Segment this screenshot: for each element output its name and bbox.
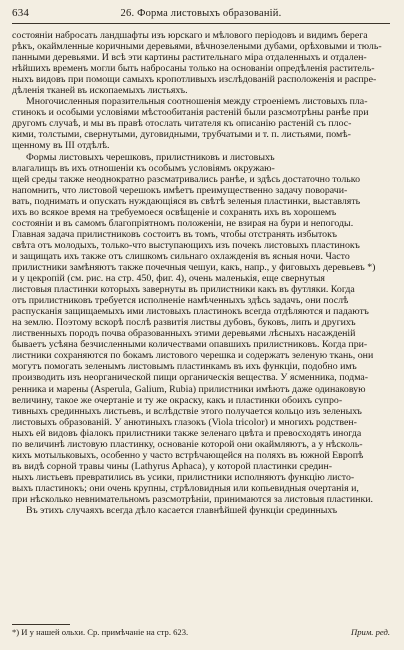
text-line: выхъ пластинокъ; они очень крупны, стрѣловидныя или копьевидныя очертанія и, — [12, 482, 359, 494]
text-line: и защищать ихъ также отъ слишкомъ сильнаго охлажденія въ ясныя ночи. Часто — [12, 250, 350, 262]
text-line: рѣкъ, окаймленные коричными деревьями, вѣчнозелеными дубами, орѣховыми и тюль- — [12, 41, 382, 53]
text-line: листовыхъ образованій. У анютиныхъ глазокъ (Viola tricolor) и многихъ родствен- — [12, 416, 357, 428]
text-line: ихъ во всякое время на требуемоеся освѣщеніе и сохранять ихъ въ хорошемъ — [12, 206, 337, 218]
paragraph-start: Формы листовыхъ черешковъ, прилистниковъ и листовыхъ — [26, 151, 275, 163]
footnote-signature: Прим. ред. — [351, 627, 390, 637]
footnote-text: *) И у нашей ольхи. Ср. примѣчаніе на стр. 623. — [12, 627, 189, 637]
text-line: кихъ мотыльковыхъ, особенно у часто встрѣчающейся на поляхъ въ южной Европѣ — [12, 449, 364, 461]
text-line: листовыя пластинки которыхъ завернуты въ прилистники какъ въ футляки. Когда — [12, 284, 355, 296]
text-line: щенному въ III отдѣлѣ. — [12, 140, 110, 152]
text-line: величину, такое же очертаніе и ту же окраску, какъ и пластинки обоихъ супро- — [12, 394, 343, 406]
text-line: состояніи и въ самомъ благопріятномъ положеніи, не взирая на бури и непогоды. — [12, 217, 354, 229]
text-line: бываетъ усѣяна безчисленными количествами опавшихъ прилистниковъ. Когда при- — [12, 339, 368, 351]
text-line: лиственныхъ породъ почва образованныхъ этими деревьями лѣсныхъ насажденій — [12, 328, 356, 340]
text-line: Главная задача прилистниковъ состоитъ въ томъ, чтобы отстранять избытокъ — [12, 228, 337, 240]
text-line: производить изъ неорганической пищи органическія вещества. У ясменника, подма- — [12, 372, 369, 384]
text-line: состояніи набросать ландшафты изъ юрскаго и мѣлового періодовъ и видимъ берега — [12, 30, 368, 41]
running-title: 26. Форма листовыхъ образованій. — [120, 8, 282, 19]
footnote-rule — [12, 624, 70, 625]
text-line: ныхъ листьевъ превратились въ усики, прилистники исполняютъ функцію листо- — [12, 471, 355, 483]
text-line: отъ прилистниковъ требуется исполненіе намѣченныхъ здѣсь задачъ, они послѣ — [12, 295, 349, 307]
text-line: вать, поднимать и опускать нуждающіяся въ свѣтѣ зеленыя пластинки, выставлять — [12, 195, 361, 207]
page-header — [12, 7, 390, 21]
text-line: тивныхъ срединныхъ листьевъ, и вслѣдствіе этого получается кольцо изъ зеленыхъ — [12, 405, 362, 417]
text-line: прилистники замѣняютъ также почечныя чешуи, какъ, напр., у фиговыхъ деревьевъ *) — [12, 261, 376, 273]
text-line: по величинѣ листовую пластинку, основаніе которой они окаймляютъ, а у нѣсколь- — [12, 438, 363, 450]
text-line: распусканія защищаемыхъ ими листовыхъ пластинокъ всегда отдѣляются и падаютъ — [12, 306, 369, 318]
text-line: и у цекропій (см. рис. на стр. 450, фиг. 4), очень маленькія, еще свернутыя — [12, 273, 325, 285]
paragraph-start: Въ этихъ случаяхъ всегда дѣло касается главнѣйшей функціи срединныхъ — [26, 505, 338, 517]
text-line: стинокъ и особыми условіями мѣстообитанія растеній были разсмотрѣны ранѣе при — [12, 107, 369, 119]
text-line: при нѣсколько невнимательномъ разсмотрѣніи, принимаются за листовыя пластинки. — [12, 493, 373, 505]
text-line: ренника и марены (Asperula, Galium, Rubia) прилистники имѣютъ даже одинаковую — [12, 383, 366, 395]
text-line: нѣйшихъ временъ могли быть набросаны только на основаніи опредѣленія раститель- — [12, 63, 375, 75]
body-text — [12, 30, 390, 516]
text-line: ныхъ ей видовъ фіалокъ прилистники также зеленаго цвѣта и превосходятъ иногда — [12, 427, 362, 439]
text-line: въ видѣ сорной травы чины (Lathyrus Aphaca), у которой пластинки средин- — [12, 460, 333, 472]
text-line: другомъ случаѣ, и мы въ правѣ отослать читателя къ описанію растеній съ плос- — [12, 118, 352, 130]
text-line: свѣта отъ молодыхъ, только-что выступающихъ изъ почекъ листовыхъ пластинокъ — [12, 239, 360, 251]
page-number: 634 — [12, 7, 30, 19]
text-line: влагалищъ въ ихъ отношеніи къ особымъ условіямъ окружаю- — [12, 162, 275, 174]
text-line: листники сохраняются по бокамъ листового черешка и содержатъ зеленую ткань, они — [12, 350, 374, 362]
text-line: дѣленія тканей въ ископаемыхъ листьяхъ. — [12, 85, 188, 97]
text-line: ныхъ видовъ при помощи самыхъ кропотливыхъ изслѣдованій расположенія и распре- — [12, 74, 377, 86]
header-rule — [12, 23, 390, 24]
text-line: кими, толстыми, свернутыми, дуговидными, трубчатыми и т. п. листьями, помѣ- — [12, 129, 351, 141]
text-line: панными деревьями. И всѣ эти картины растительнаго міра отдаленныхъ и отдален- — [12, 52, 367, 64]
footnote — [12, 627, 390, 637]
text-line: могутъ помогать зеленымъ листовымъ пластинкамъ въ ихъ функціи, подобно имъ — [12, 361, 357, 373]
text-line: напомнить, что листовой черешокъ имѣетъ преимущественно задачу поворачи- — [12, 184, 348, 196]
text-line: щей среды также неоднократно разсматривались ранѣе, и здѣсь достаточно только — [12, 173, 361, 185]
text-line: на землю. Поэтому вскорѣ послѣ развитія листвы дубовъ, буковъ, липъ и другихъ — [12, 317, 356, 329]
paragraph-start: Многочисленныя поразительныя соотношенія между строеніемъ листовыхъ пла- — [26, 96, 368, 108]
